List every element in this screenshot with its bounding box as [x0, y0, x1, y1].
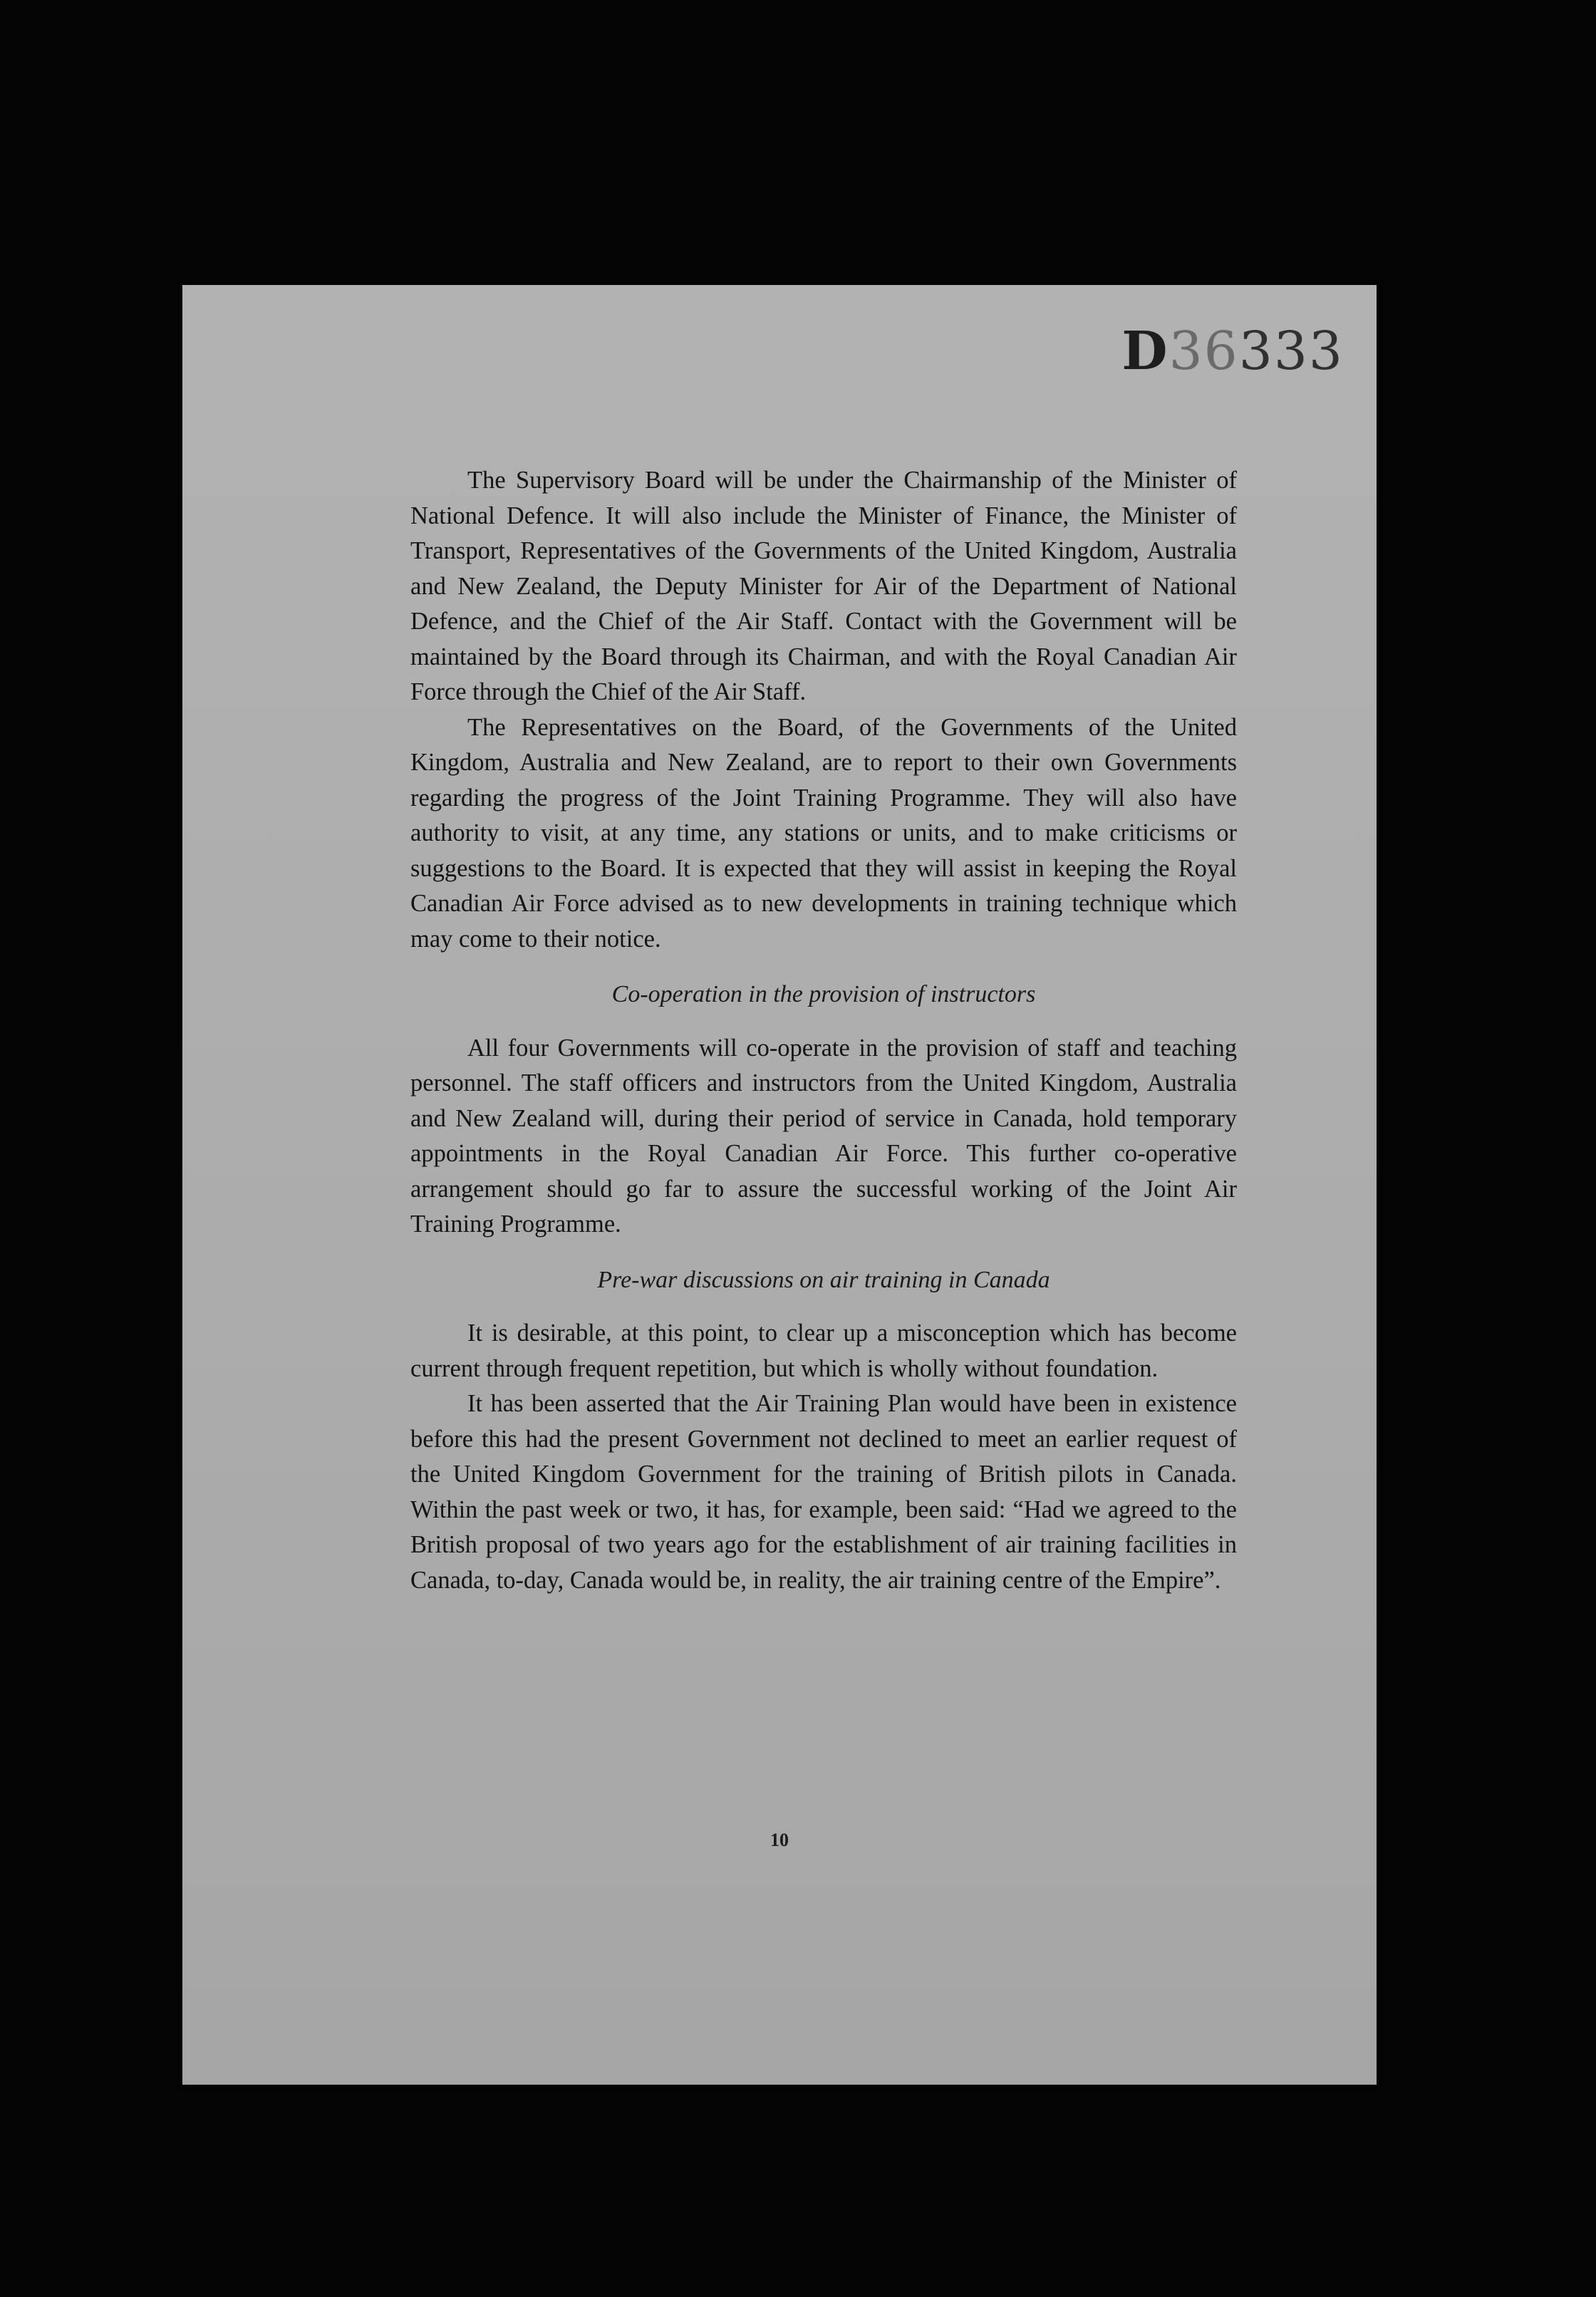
section-heading-instructors: Co-operation in the provision of instructors — [611, 981, 1036, 1007]
archive-stamp — [1121, 321, 1344, 382]
paragraph-asserted: It has been asserted that the Air Training Plan would have been in existence before this had the present Government not declined to meet an earlier request of the United Kingdom Government for the training of British pilots in Canada. Within the past week or two, it has, for example, been said: “Had we agreed to the British proposal of two years ago for the establishment of air training facilities in Canada, to-day, Canada would be, in reality, the air training centre of the Empire”. — [410, 1390, 1237, 1594]
paragraph-supervisory-board: The Supervisory Board will be under the Chairmanship of the Minister of National Defence. It will also include the Minister of Finance, the Minister of Transport, Representatives of the Governments of the United Kingdom, Australia and New Zealand, the Deputy Minister for Air of the Department of National Defence, and the Chief of the Air Staff. Contact with the Government will be maintained by the Board through its Chairman, and with the Royal Canadian Air Force through the Chief of the Air Staff. — [410, 467, 1237, 705]
stamp-digits: 333 — [1238, 321, 1344, 382]
body-text — [410, 463, 1237, 1598]
paragraph-representatives: The Representatives on the Board, of the Governments of the United Kingdom, Australia and New Zealand, are to report to their own Governments regarding the progress of the Joint Training Programme. They will also have authority to visit, at any time, any stations or units, and to make criticisms or suggestions to the Board. It is expected that they will assist in keeping the Royal Canadian Air Force advised as to new developments in training technique which may come to their notice. — [410, 713, 1237, 953]
document-page — [182, 285, 1377, 2085]
page-number: 10 — [770, 1830, 789, 1850]
stamp-faded-digits: 36 — [1168, 321, 1239, 382]
paragraph-instructors: All four Governments will co-operate in the provision of staff and teaching personnel. The staff officers and instructors from the United Kingdom, Australia and New Zealand will, during their period of service in Canada, hold temporary appointments in the Royal Canadian Air Force. This further co-operative arrangement should go far to assure the successful working of the Joint Air Training Programme. — [410, 1034, 1237, 1238]
stamp-prefix: D — [1121, 321, 1169, 382]
paragraph-misconception: It is desirable, at this point, to clear up a misconception which has become current through frequent repetition, but which is wholly without foundation. — [410, 1319, 1237, 1382]
section-heading-prewar: Pre-war discussions on air training in Canada — [597, 1266, 1050, 1293]
